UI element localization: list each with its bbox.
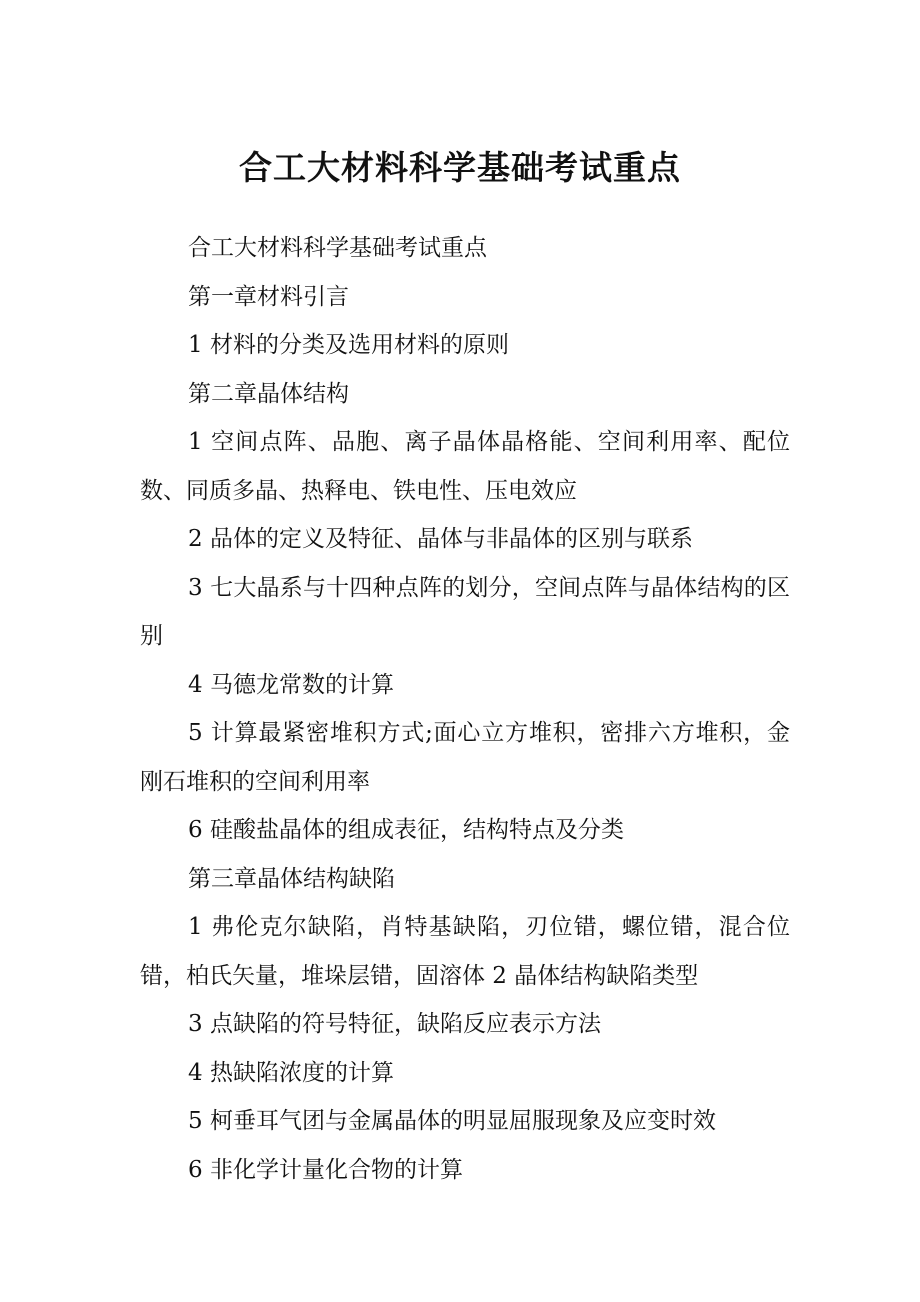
paragraph-item: 1 弗伦克尔缺陷，肖特基缺陷，刃位错，螺位错，混合位错，柏氏矢量，堆垛层错，固溶体 2 晶体结构缺陷类型 (140, 914, 790, 989)
paragraph-item: 5 柯垂耳气团与金属晶体的明显屈服现象及应变时效 (188, 1108, 716, 1134)
document-body (140, 224, 790, 1194)
paragraph-item: 6 硅酸盐晶体的组成表征，结构特点及分类 (188, 817, 624, 843)
paragraph-item: 3 七大晶系与十四种点阵的划分，空间点阵与晶体结构的区别 (140, 574, 790, 649)
paragraph-item: 4 马德龙常数的计算 (188, 671, 394, 698)
page-title: 合工大材料科学基础考试重点 (239, 148, 681, 187)
paragraph-chapter-3: 第三章晶体结构缺陷 (188, 865, 395, 892)
paragraph-item: 3 点缺陷的符号特征，缺陷反应表示方法 (188, 1011, 601, 1037)
paragraph-item: 1 空间点阵、品胞、离子晶体晶格能、空间利用率、配位数、同质多晶、热释电、铁电性、压电效应 (140, 429, 790, 504)
paragraph-item: 6 非化学计量化合物的计算 (188, 1156, 463, 1183)
paragraph-item: 4 热缺陷浓度的计算 (188, 1059, 394, 1086)
paragraph-chapter-1: 第一章材料引言 (188, 283, 349, 310)
paragraph-doc-heading: 合工大材料科学基础考试重点 (188, 235, 487, 261)
paragraph-item: 1 材料的分类及选用材料的原则 (188, 332, 509, 358)
paragraph-item: 5 计算最紧密堆积方式;面心立方堆积，密排六方堆积，金刚石堆积的空间利用率 (140, 720, 790, 795)
paragraph-chapter-2: 第二章晶体结构 (188, 380, 349, 407)
paragraph-item: 2 品体的定义及特征、晶体与非晶体的区别与联系 (188, 526, 693, 552)
